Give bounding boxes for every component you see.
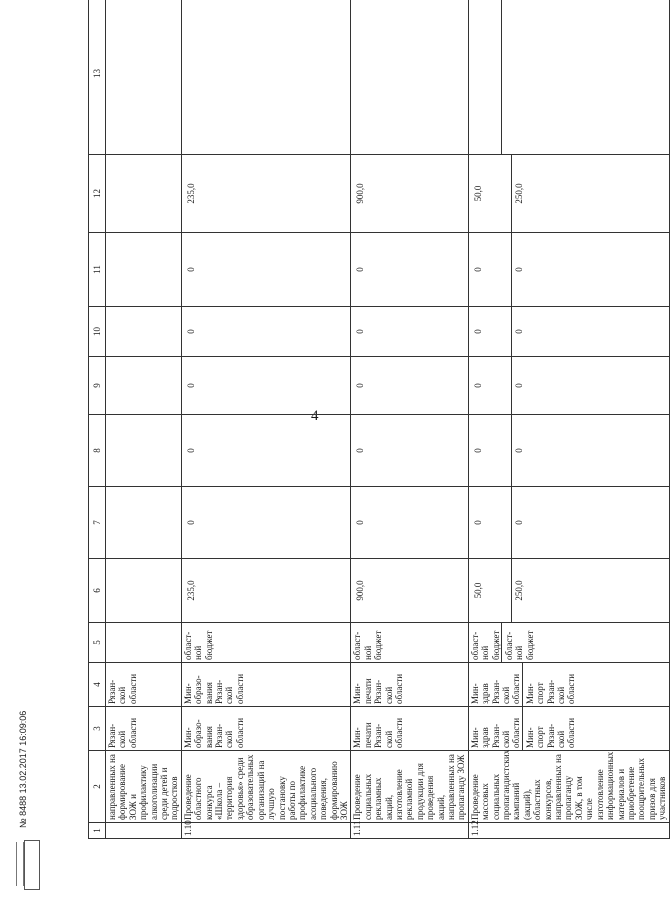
header-col-6: 6 [89,559,106,623]
value-text [352,0,355,152]
row-value-6 [468,559,669,623]
header-col-11: 11 [89,233,106,307]
value-text [107,309,110,354]
row-col5 [106,623,182,663]
header-col-9: 9 [89,357,106,415]
value-text: 0 [355,329,366,334]
row-description: Проведение массовых социальных пропагандистских кампаний (акций), областных конкурсов, направленных на пропаганду ЗОЖ, в том числе изготовление информационных материалов и приобретение поощрительных призов для участников [468,751,669,823]
row-number [106,823,182,839]
cell-text: област-ной бюджет [182,630,214,660]
sub-value-text: 0 [511,415,524,486]
cell-text: Мин-печати Рязан-ской области [352,673,404,704]
row-value-8 [181,415,351,487]
header-col-1: 1 [89,823,106,839]
row-value-13 [181,0,351,155]
value-text: 900,0 [355,580,366,601]
sub-value-text: 0 [511,487,524,558]
row-value-10 [181,307,351,357]
row-value-9 [351,357,468,415]
header-col-10: 10 [89,307,106,357]
row-col4 [468,663,669,707]
cell-text: област-ной бюджет [469,630,501,660]
header-col-2: 2 [89,751,106,823]
cell-text: Мин-образо-вания Рязан-ской области [182,717,245,748]
row-col4 [351,663,468,707]
row-value-9 [106,357,182,415]
value-text: 235,0 [185,580,196,601]
row-col5 [351,623,468,663]
value-text: 0 [355,520,366,525]
row-value-6 [181,559,351,623]
cell-text: Мин-здрав Рязан-ской области [469,717,522,748]
row-value-12 [106,155,182,233]
header-col-7: 7 [89,487,106,559]
row-value-13 [468,0,669,155]
table-row [181,0,351,839]
sub-value-text: 0 [511,357,524,414]
barcode-stamp [24,840,40,890]
row-value-10 [468,307,669,357]
row-value-8 [468,415,669,487]
value-text: 0 [185,520,196,525]
value-text: 0 [355,383,366,388]
value-text [107,417,110,484]
header-col-13: 13 [89,0,106,155]
row-value-12 [181,155,351,233]
value-text: 0 [472,383,483,388]
value-text: 0 [355,448,366,453]
table-row [351,0,468,839]
row-value-9 [468,357,669,415]
table-row [106,0,182,839]
cell-text: Мин-здрав Рязан-ской области [469,673,522,704]
row-description: Проведение областного конкурса «Школа – территория здоровья» среди образовательных организаций на лучшую постановку работы по профилактике асоциального поведения, формированию ЗОЖ [181,751,351,823]
row-value-10 [351,307,468,357]
row-col3 [106,707,182,751]
row-number: 1.12 [468,823,669,839]
barcode-lines [16,842,24,886]
row-description: Проведение социальных рекламных акций, изготовление рекламной продукции для проведения акций, направленных на пропаганду ЗОЖ [351,751,468,823]
row-value-7 [351,487,468,559]
value-text: 900,0 [355,183,366,204]
value-text [107,489,110,556]
sub-cell-text: Мин-спорт Рязан-ской области [522,663,577,706]
header-col-4: 4 [89,663,106,707]
row-value-11 [106,233,182,307]
row-value-12 [351,155,468,233]
value-text: 0 [472,267,483,272]
row-value-12 [468,155,669,233]
row-value-9 [181,357,351,415]
value-text [107,157,110,230]
header-col-3: 3 [89,707,106,751]
table-row [468,0,669,839]
header-col-12: 12 [89,155,106,233]
row-value-8 [351,415,468,487]
row-value-8 [106,415,182,487]
row-value-7 [468,487,669,559]
row-col3 [468,707,669,751]
value-text: 50,0 [472,582,483,599]
row-col3 [181,707,351,751]
header-row [89,0,106,839]
row-value-13 [106,0,182,155]
row-col4 [106,663,182,707]
sub-value-text: 0 [511,233,524,306]
row-value-7 [106,487,182,559]
value-text: 50,0 [472,185,483,202]
value-text [107,235,110,304]
cell-text: област-ной бюджет [352,630,384,660]
row-value-13 [351,0,468,155]
rotated-table-wrapper [88,13,668,839]
cell-text: Мин-печати Рязан-ской области [352,717,404,748]
sub-value-text: 250,0 [511,559,524,622]
row-number: 1.11 [351,823,468,839]
row-col5 [181,623,351,663]
value-text [107,359,110,412]
row-description: направленных на формирование ЗОЖ и профилактику алкоголизации среди детей и подростков [106,751,182,823]
cell-text: Мин-образо-вания Рязан-ской области [182,673,245,704]
row-value-11 [181,233,351,307]
row-value-11 [351,233,468,307]
header-col-5: 5 [89,623,106,663]
program-table [88,0,670,839]
registration-stamp: № 8488 13.02.2017 16:09:06 [18,710,28,828]
sub-value-text: 250,0 [511,155,524,232]
value-text [107,0,110,152]
cell-text: Рязан-ской области [107,673,138,704]
value-text: 0 [472,448,483,453]
value-text [107,561,110,620]
row-col3 [351,707,468,751]
row-value-10 [106,307,182,357]
value-text: 0 [185,448,196,453]
row-value-11 [468,233,669,307]
row-value-6 [106,559,182,623]
sub-value-text: 0 [511,307,524,356]
value-text: 235,0 [185,183,196,204]
page-number: 4 [311,408,319,424]
value-text [470,0,473,152]
value-text: 0 [185,329,196,334]
header-col-8: 8 [89,415,106,487]
value-text: 0 [355,267,366,272]
sub-cell-text: област-ной бюджет [501,623,535,662]
row-number: 1.10 [181,823,351,839]
row-col5 [468,623,669,663]
value-text: 0 [472,520,483,525]
value-text [183,0,186,152]
sub-cell-text: Мин-спорт Рязан-ской области [522,707,577,750]
value-text: 0 [185,383,196,388]
cell-text: Рязан-ской области [107,717,138,748]
sub-value-text [501,0,504,154]
row-value-7 [181,487,351,559]
value-text: 0 [472,329,483,334]
row-col4 [181,663,351,707]
value-text: 0 [185,267,196,272]
row-value-6 [351,559,468,623]
